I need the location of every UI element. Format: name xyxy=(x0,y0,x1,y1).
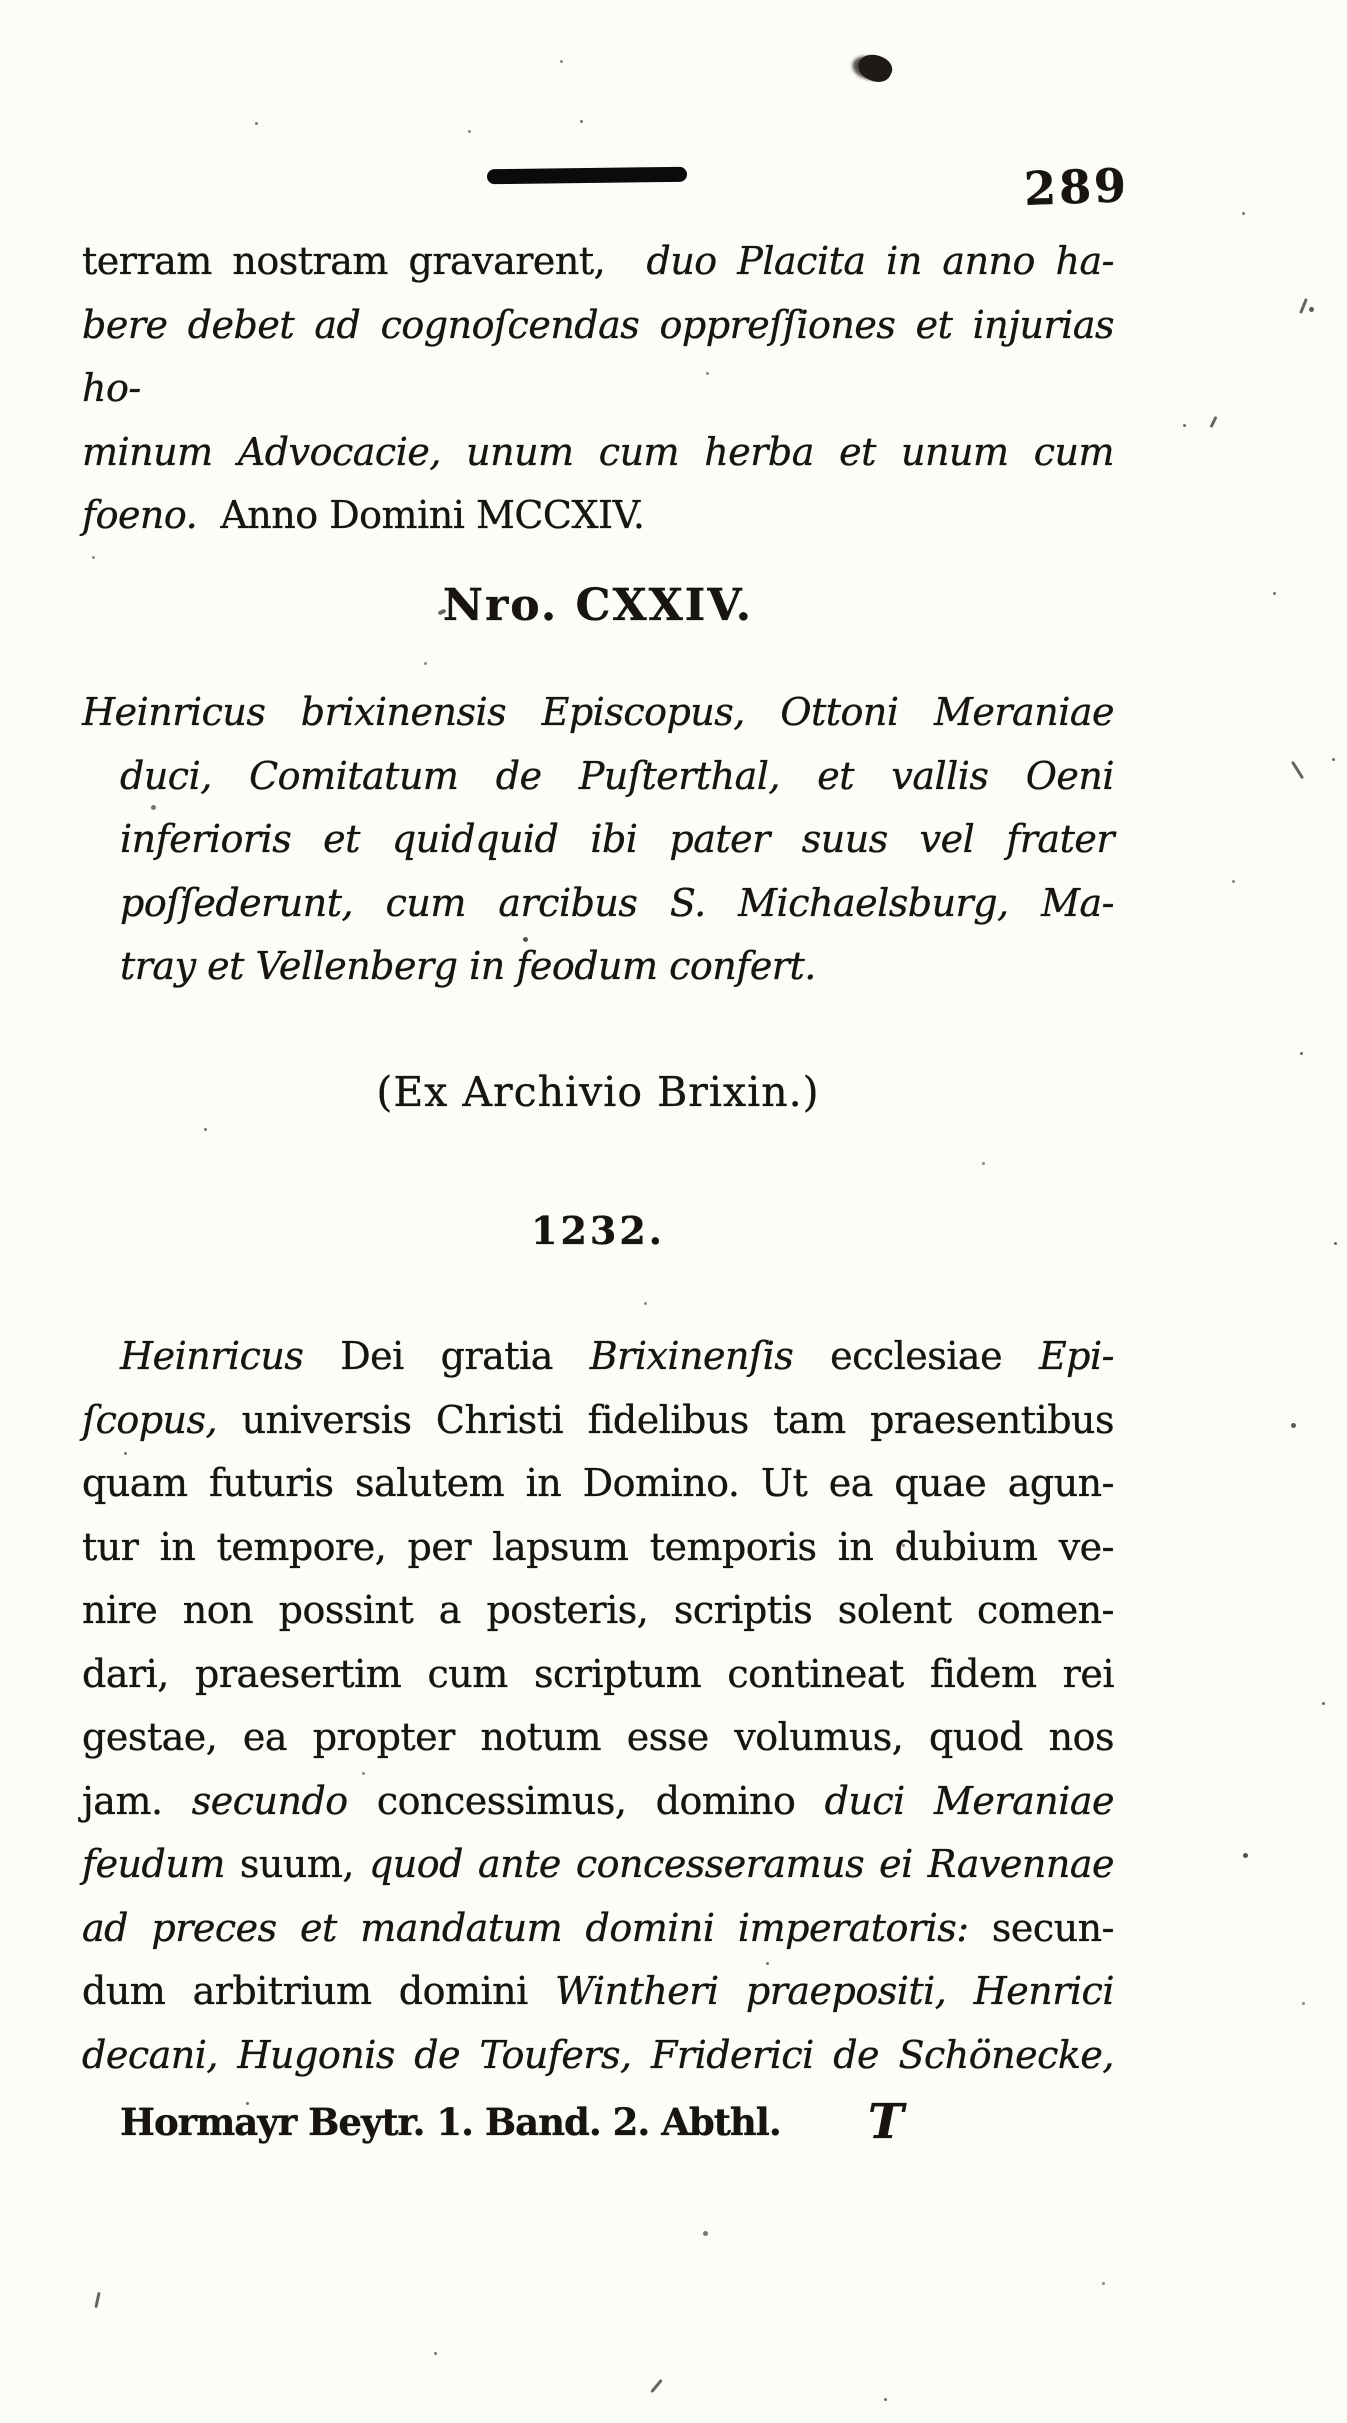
text-segment: Wintheri praepositi, Henrici xyxy=(555,1969,1114,2013)
text-line xyxy=(82,1833,1114,1897)
text-segment: duci, Comitatum de Puſterthal, et vallis Oeni xyxy=(120,753,1114,798)
text-segment: feudum xyxy=(82,1842,225,1886)
text-segment: inferioris et quidquid ibi pater suus vel frater xyxy=(120,817,1114,861)
text-segment: Epi- xyxy=(1038,1334,1114,1378)
text-segment: jam. xyxy=(82,1778,192,1823)
text-segment: minum Advocacie, unum cum herba et unum cum xyxy=(82,429,1114,474)
text-segment: quam futuris salutem in Domino. Ut ea quae agun- xyxy=(82,1461,1114,1505)
summary-paragraph xyxy=(82,681,1114,999)
text-segment: ſcopus, xyxy=(82,1397,218,1442)
text-line xyxy=(82,2024,1114,2088)
text-segment: duci Meraniae xyxy=(824,1778,1114,1823)
text-segment: tur in tempore, per lapsum temporis in dubium ve- xyxy=(82,1524,1114,1569)
text-line xyxy=(82,1897,1114,1961)
text-segment: ecclesiae xyxy=(793,1334,1039,1378)
text-line xyxy=(82,1579,1114,1643)
text-segment: tray et Vellenberg in feodum confert. xyxy=(120,944,816,988)
text-line xyxy=(82,294,1114,421)
ink-smudge xyxy=(854,49,896,87)
paper-specks xyxy=(0,0,3,3)
intro-paragraph xyxy=(82,230,1114,548)
source-line: (Ex Archivio Brixin.) xyxy=(376,1068,820,1116)
margin-mark xyxy=(94,2292,100,2308)
text-line xyxy=(82,872,1114,936)
text-line xyxy=(82,1706,1114,1770)
year-line: 1232. xyxy=(531,1208,665,1253)
text-line xyxy=(82,1643,1114,1707)
text-segment: secun- xyxy=(968,1905,1114,1950)
text-line xyxy=(82,484,1114,548)
page-number: 289 xyxy=(1023,158,1130,216)
text-line xyxy=(82,421,1114,485)
text-line xyxy=(82,935,1114,999)
text-segment: dari, praesertim cum scriptum contineat fidem rei xyxy=(82,1651,1114,1696)
text-line xyxy=(82,808,1114,872)
header-rule xyxy=(487,167,687,184)
text-segment: Heinricus xyxy=(120,1334,304,1378)
text-line xyxy=(82,1960,1114,2024)
text-segment: Dei gratia xyxy=(303,1334,590,1378)
text-line xyxy=(82,230,1114,294)
text-segment: poſſederunt, cum arcibus S. Michaelsburg, Ma- xyxy=(120,880,1114,925)
text-line xyxy=(82,1770,1114,1834)
signature-mark: T xyxy=(868,2094,904,2150)
body-paragraph xyxy=(82,1325,1114,2087)
text-segment: quod ante concesseramus ei Ravennae xyxy=(368,1842,1114,1886)
text-segment: terram nostram gravarent, xyxy=(82,239,606,283)
text-segment: gestae, ea propter notum esse volumus, quod nos xyxy=(82,1715,1114,1759)
text-segment: ad preces et mandatum domini imperatoris: xyxy=(82,1905,969,1950)
text-segment: concessimus, domino xyxy=(347,1778,825,1823)
text-line xyxy=(82,1452,1114,1516)
text-segment: duo Placita in anno ha- xyxy=(605,239,1114,283)
entry-heading: Nro. CXXIV. xyxy=(442,580,754,631)
margin-mark xyxy=(1299,298,1308,314)
text-segment: Heinricus brixinensis Episcopus, Ottoni Meraniae xyxy=(82,690,1114,734)
text-segment: foeno. xyxy=(82,493,198,537)
margin-mark xyxy=(650,2379,663,2393)
text-line xyxy=(82,1516,1114,1580)
text-line xyxy=(82,681,1114,745)
text-segment: dum arbitrium domini xyxy=(82,1969,556,2013)
text-segment: Anno Domini MCCXIV. xyxy=(197,493,645,537)
text-line xyxy=(82,1325,1114,1389)
text-segment: suum, xyxy=(224,1842,369,1886)
margin-mark xyxy=(1210,416,1218,428)
footer-imprint: Hormayr Beytr. 1. Band. 2. Abthl. xyxy=(120,2100,781,2144)
text-segment: Brixinenſis xyxy=(589,1334,794,1378)
text-segment: universis Christi fidelibus tam praesentibus xyxy=(217,1397,1114,1442)
margin-mark xyxy=(1291,761,1304,780)
text-segment: secundo xyxy=(191,1778,348,1823)
text-segment: decani, Hugonis de Toufers, Friderici de Schönecke, xyxy=(82,2032,1114,2077)
text-line xyxy=(82,745,1114,809)
text-segment: nire non possint a posteris, scriptis solent comen- xyxy=(82,1588,1114,1632)
text-line xyxy=(82,1389,1114,1453)
text-segment: bere debet ad cognoſcendas oppreſſiones et injurias ho- xyxy=(82,302,1114,410)
